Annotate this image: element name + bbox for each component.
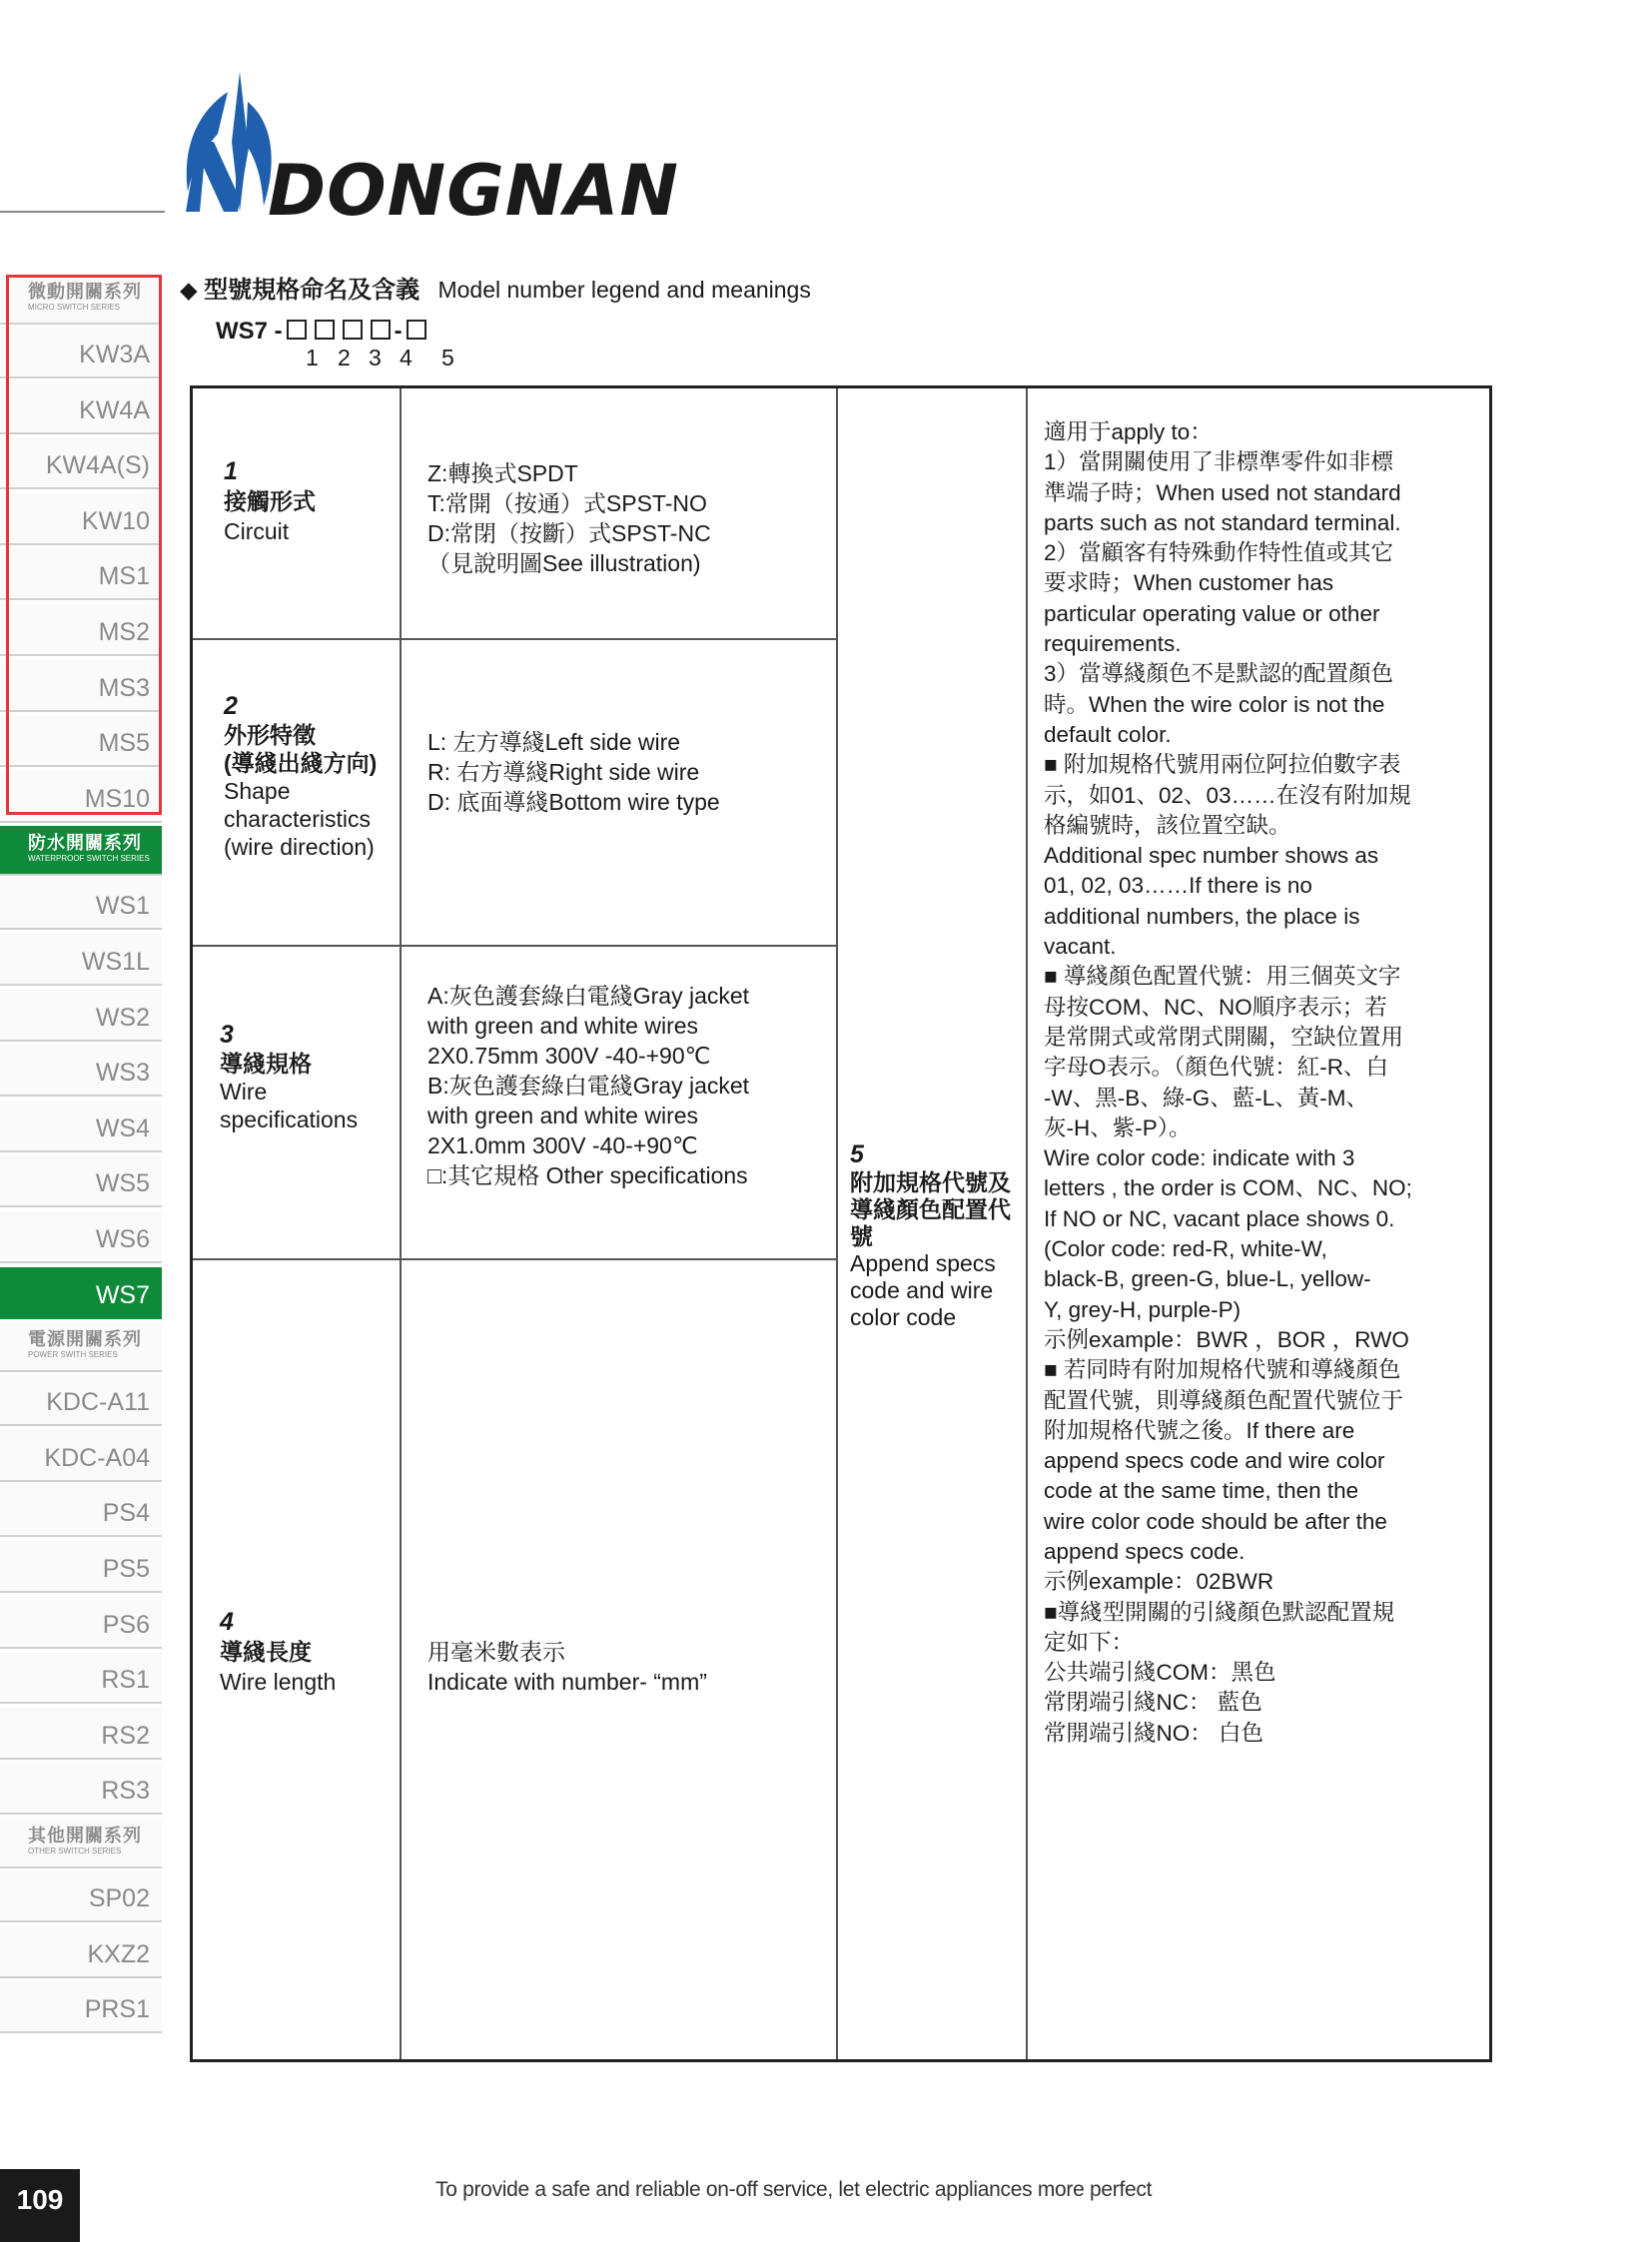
row2-desc-line: R: 右方導綫Right side wire [427,759,700,785]
row5-name-line: 附加規格代號及 [850,1169,1011,1195]
row1-desc-line: Z:轉換式SPDT [427,460,578,486]
row3-desc-line: B:灰色護套綠白電綫Gray jacket [427,1073,750,1099]
sidebar-item[interactable]: WS4 [0,1101,162,1152]
row5-desc-line: 灰-H、紫-P）。 [1044,1115,1192,1140]
sidebar-category-en: WATERPROOF SWITCH SERIES [28,854,150,864]
row1-desc-line: T:常開（按通）式SPST-NO [427,490,707,516]
row1-desc-line: D:常閉（按斷）式SPST-NC [427,520,711,546]
row3-desc-line: A:灰色護套綠白電綫Gray jacket [427,983,750,1009]
row4-name-line: Wire length [220,1669,337,1695]
footer-tagline: To provide a safe and reliable on-off service, let electric appliances more perfect [435,2178,1153,2201]
row5-desc-line: -W、黑-B、綠-G、藍-L、黃-M、 [1044,1085,1368,1111]
sidebar-category-en: POWER SWITH SERIES [28,1350,118,1360]
sidebar-item[interactable]: MS10 [0,771,162,823]
dongnan-logo-icon [178,72,278,218]
slot-box-1 [287,320,307,340]
row5-desc-line: 01, 02, 03……If there is no [1044,873,1312,899]
sidebar-item[interactable]: WS7 [0,1267,162,1319]
sidebar-item[interactable]: MS5 [0,715,162,767]
row5-desc-line: 配置代號，則導綫顏色配置代號位于 [1044,1387,1404,1413]
row5-desc-line: Additional spec number shows as [1044,843,1379,869]
row4-number: 4 [220,1608,234,1636]
row5-desc-line: particular operating value or other [1044,600,1380,626]
row5-desc-line: 2）當顧客有特殊動作特性值或其它 [1044,540,1394,566]
row2-desc-line: D: 底面導綫Bottom wire type [427,789,720,815]
row5-desc-line: 適用于apply to： [1044,419,1213,444]
header-divider [0,211,165,213]
row5-name-line: code and wire [850,1277,994,1303]
row5-desc-line: 公共端引綫COM：黑色 [1044,1660,1276,1686]
sidebar-item[interactable]: WS5 [0,1155,162,1207]
sidebar-category-cn: 電源開關系列 [28,1329,142,1350]
sidebar-category[interactable] [0,826,162,876]
row3-desc-line: with green and white wires [427,1103,699,1128]
sidebar-item[interactable]: KW4A(S) [0,437,162,489]
sidebar-item[interactable]: WS1L [0,934,162,986]
row5-desc-line: vacant. [1044,934,1117,960]
row2-name-line: (wire direction) [224,834,375,860]
sidebar-item[interactable]: RS3 [0,1763,162,1815]
row5-desc-line: 示例example：BWR ，BOR ，RWO [1044,1326,1409,1352]
sidebar-item[interactable]: KW3A [0,327,162,378]
row2-name-line: (導綫出綫方向) [224,750,378,776]
row1-desc-line: （見說明圖See illustration) [427,550,701,576]
row5-desc-line: parts such as not standard terminal. [1044,509,1401,535]
model-prefix: WS7 - [216,318,283,345]
row5-desc-line: (Color code: red-R, white-W, [1044,1236,1327,1262]
row5-name-line: color code [850,1304,957,1330]
row3-desc-line: □:其它規格 Other specifications [427,1162,748,1188]
row3-number: 3 [220,1021,234,1049]
sidebar-item[interactable]: SP02 [0,1870,162,1922]
row5-desc-line: letters , the order is COM、NC、NO; [1044,1175,1412,1201]
sidebar-item[interactable]: WS1 [0,878,162,930]
model-code [216,318,430,346]
row5-name-cell [850,1139,1011,1331]
row2-name-line: Shape [224,778,291,804]
slot-box-2 [315,320,335,340]
row5-desc-line: 格編號時，該位置空缺。 [1044,812,1291,838]
row5-desc-line: ■ 附加規格代號用兩位阿拉伯數字表 [1044,752,1401,778]
row4-desc-line: Indicate with number- “mm” [427,1669,707,1695]
row5-desc-line: ■ 若同時有附加規格代號和導綫顏色 [1044,1357,1401,1383]
row1-number: 1 [224,457,238,485]
row2-number: 2 [224,692,238,720]
row5-desc-line: append specs code. [1044,1538,1245,1564]
slot-box-3 [343,320,363,340]
row5-name-line: Append specs [850,1250,996,1276]
row3-name-line: Wire [220,1079,268,1105]
sidebar-item[interactable]: WS2 [0,990,162,1042]
row3-desc-line: 2X1.0mm 300V -40-+90℃ [427,1132,698,1158]
row5-desc-line: 3）當導綫顏色不是默認的配置顏色 [1044,661,1394,687]
sidebar-category[interactable] [0,1819,162,1868]
row5-desc-cell [1044,417,1412,1749]
row1-name-cn: 接觸形式 [224,488,316,514]
slot-number-3: 3 [369,345,382,371]
sidebar-category-cn: 微動開關系列 [28,282,142,302]
section-heading [180,270,811,305]
row4-desc-cell [427,1637,707,1697]
row5-desc-line: default color. [1044,721,1172,747]
row5-desc-line: 示，如01、02、03……在沒有附加規 [1044,782,1411,808]
slot-number-1: 1 [306,345,319,371]
sidebar-category[interactable] [0,1322,162,1372]
row1-name-en: Circuit [224,518,290,544]
row2-desc-line: L: 左方導綫Left side wire [427,729,681,755]
slot-number-5: 5 [441,345,454,371]
sidebar-item[interactable]: RS1 [0,1652,162,1704]
row2-name-cell [224,691,377,861]
row2-name-line: characteristics [224,806,371,832]
sidebar-item[interactable]: KDC-A11 [0,1374,162,1426]
sidebar-item[interactable]: PRS1 [0,1981,162,2033]
slot-number-2: 2 [338,345,351,371]
row5-desc-line: wire color code should be after the [1044,1508,1387,1534]
row1-desc-cell [427,458,711,578]
row5-desc-line: Wire color code: indicate with 3 [1044,1145,1355,1171]
row5-desc-line: 示例example：02BWR [1044,1569,1274,1595]
row3-name-cell [220,1020,358,1133]
row-divider-2 [193,945,837,947]
row3-desc-line: 2X0.75mm 300V -40-+90℃ [427,1043,711,1069]
col-divider-3 [1026,388,1028,2059]
row5-desc-line: If NO or NC, vacant place shows 0. [1044,1205,1395,1231]
sidebar-category-en: MICRO SWITCH SERIES [28,303,121,312]
row5-desc-line: 附加規格代號之後。If there are [1044,1417,1355,1443]
sidebar-item[interactable]: PS6 [0,1597,162,1649]
row5-name-line: 導綫顏色配置代 [850,1196,1011,1222]
slot-box-4 [371,320,391,340]
row-divider-1 [193,638,837,640]
row5-desc-line: requirements. [1044,631,1182,657]
row1-name-cell [224,456,316,546]
model-legend-table [190,385,1492,2062]
sidebar-item[interactable]: KW4A [0,382,162,434]
sidebar-item[interactable]: KDC-A04 [0,1430,162,1482]
row5-desc-line: 要求時；When customer has [1044,570,1334,596]
sidebar-item[interactable]: PS5 [0,1541,162,1593]
row-divider-3 [193,1258,837,1260]
sidebar-category-cn: 其他開關系列 [28,1826,142,1846]
sidebar-item[interactable]: WS6 [0,1211,162,1263]
row3-name-line: specifications [220,1107,359,1132]
row5-desc-line: 時。When the wire color is not the [1044,691,1385,717]
row5-desc-line: append specs code and wire color [1044,1448,1385,1474]
sidebar-item[interactable]: KXZ2 [0,1926,162,1978]
row5-desc-line: 常開端引綫NO： 白色 [1044,1720,1264,1746]
page-number: 109 [0,2169,80,2242]
row2-desc-cell [427,727,720,817]
sidebar-item[interactable]: PS4 [0,1485,162,1537]
sidebar-item[interactable]: KW10 [0,493,162,545]
row5-desc-line: additional numbers, the place is [1044,903,1360,929]
row5-number: 5 [850,1140,864,1168]
row5-desc-line: 常閉端引綫NC： 藍色 [1044,1690,1262,1716]
row5-desc-line: 是常開式或常閉式開關，空缺位置用 [1044,1024,1404,1050]
row5-desc-line: 準端子時；When used not standard [1044,479,1401,505]
row5-desc-line: 定如下： [1044,1629,1135,1655]
row3-desc-line: with green and white wires [427,1013,699,1039]
row4-name-cell [220,1607,336,1697]
sidebar-item[interactable]: WS3 [0,1045,162,1097]
sidebar-category-cn: 防水開關系列 [28,833,142,854]
row5-desc-line: Y, grey-H, purple-P) [1044,1296,1241,1322]
sidebar-item[interactable]: MS2 [0,604,162,656]
row5-name-line: 號 [850,1223,873,1249]
row2-name-line: 外形特徵 [224,722,316,748]
sidebar-item[interactable]: MS3 [0,660,162,712]
sidebar-category-en: OTHER SWITCH SERIES [28,1847,122,1856]
sidebar-item[interactable]: MS1 [0,548,162,600]
row5-desc-line: ■ 導綫顏色配置代號：用三個英文字 [1044,964,1401,990]
model-separator: - [394,318,403,345]
brand-name: DONGNAN [268,150,679,232]
sidebar-item[interactable]: RS2 [0,1708,162,1760]
row5-desc-line: 字母O表示。（顏色代號：紅-R、白 [1044,1055,1388,1081]
row3-desc-cell [427,981,749,1190]
slot-number-4: 4 [400,345,413,371]
row5-desc-line: 母按COM、NC、NO順序表示；若 [1044,994,1387,1020]
row5-desc-line: black-B, green-G, blue-L, yellow- [1044,1266,1371,1292]
row5-desc-line: 1）當開關使用了非標準零件如非標 [1044,449,1394,475]
current-series-highlight [6,275,162,815]
section-title-cn: 型號規格命名及含義 [204,277,420,304]
row5-desc-line: ■導綫型開關的引綫顏色默認配置規 [1044,1599,1395,1625]
row5-desc-line: code at the same time, then the [1044,1478,1359,1504]
row4-name-line: 導綫長度 [220,1639,312,1665]
row3-name-line: 導綫規格 [220,1051,312,1077]
bullet-icon: ◆ [180,277,198,303]
row4-desc-line: 用毫米數表示 [427,1639,565,1665]
section-title-en: Model number legend and meanings [437,277,811,303]
slot-box-5 [407,320,426,340]
